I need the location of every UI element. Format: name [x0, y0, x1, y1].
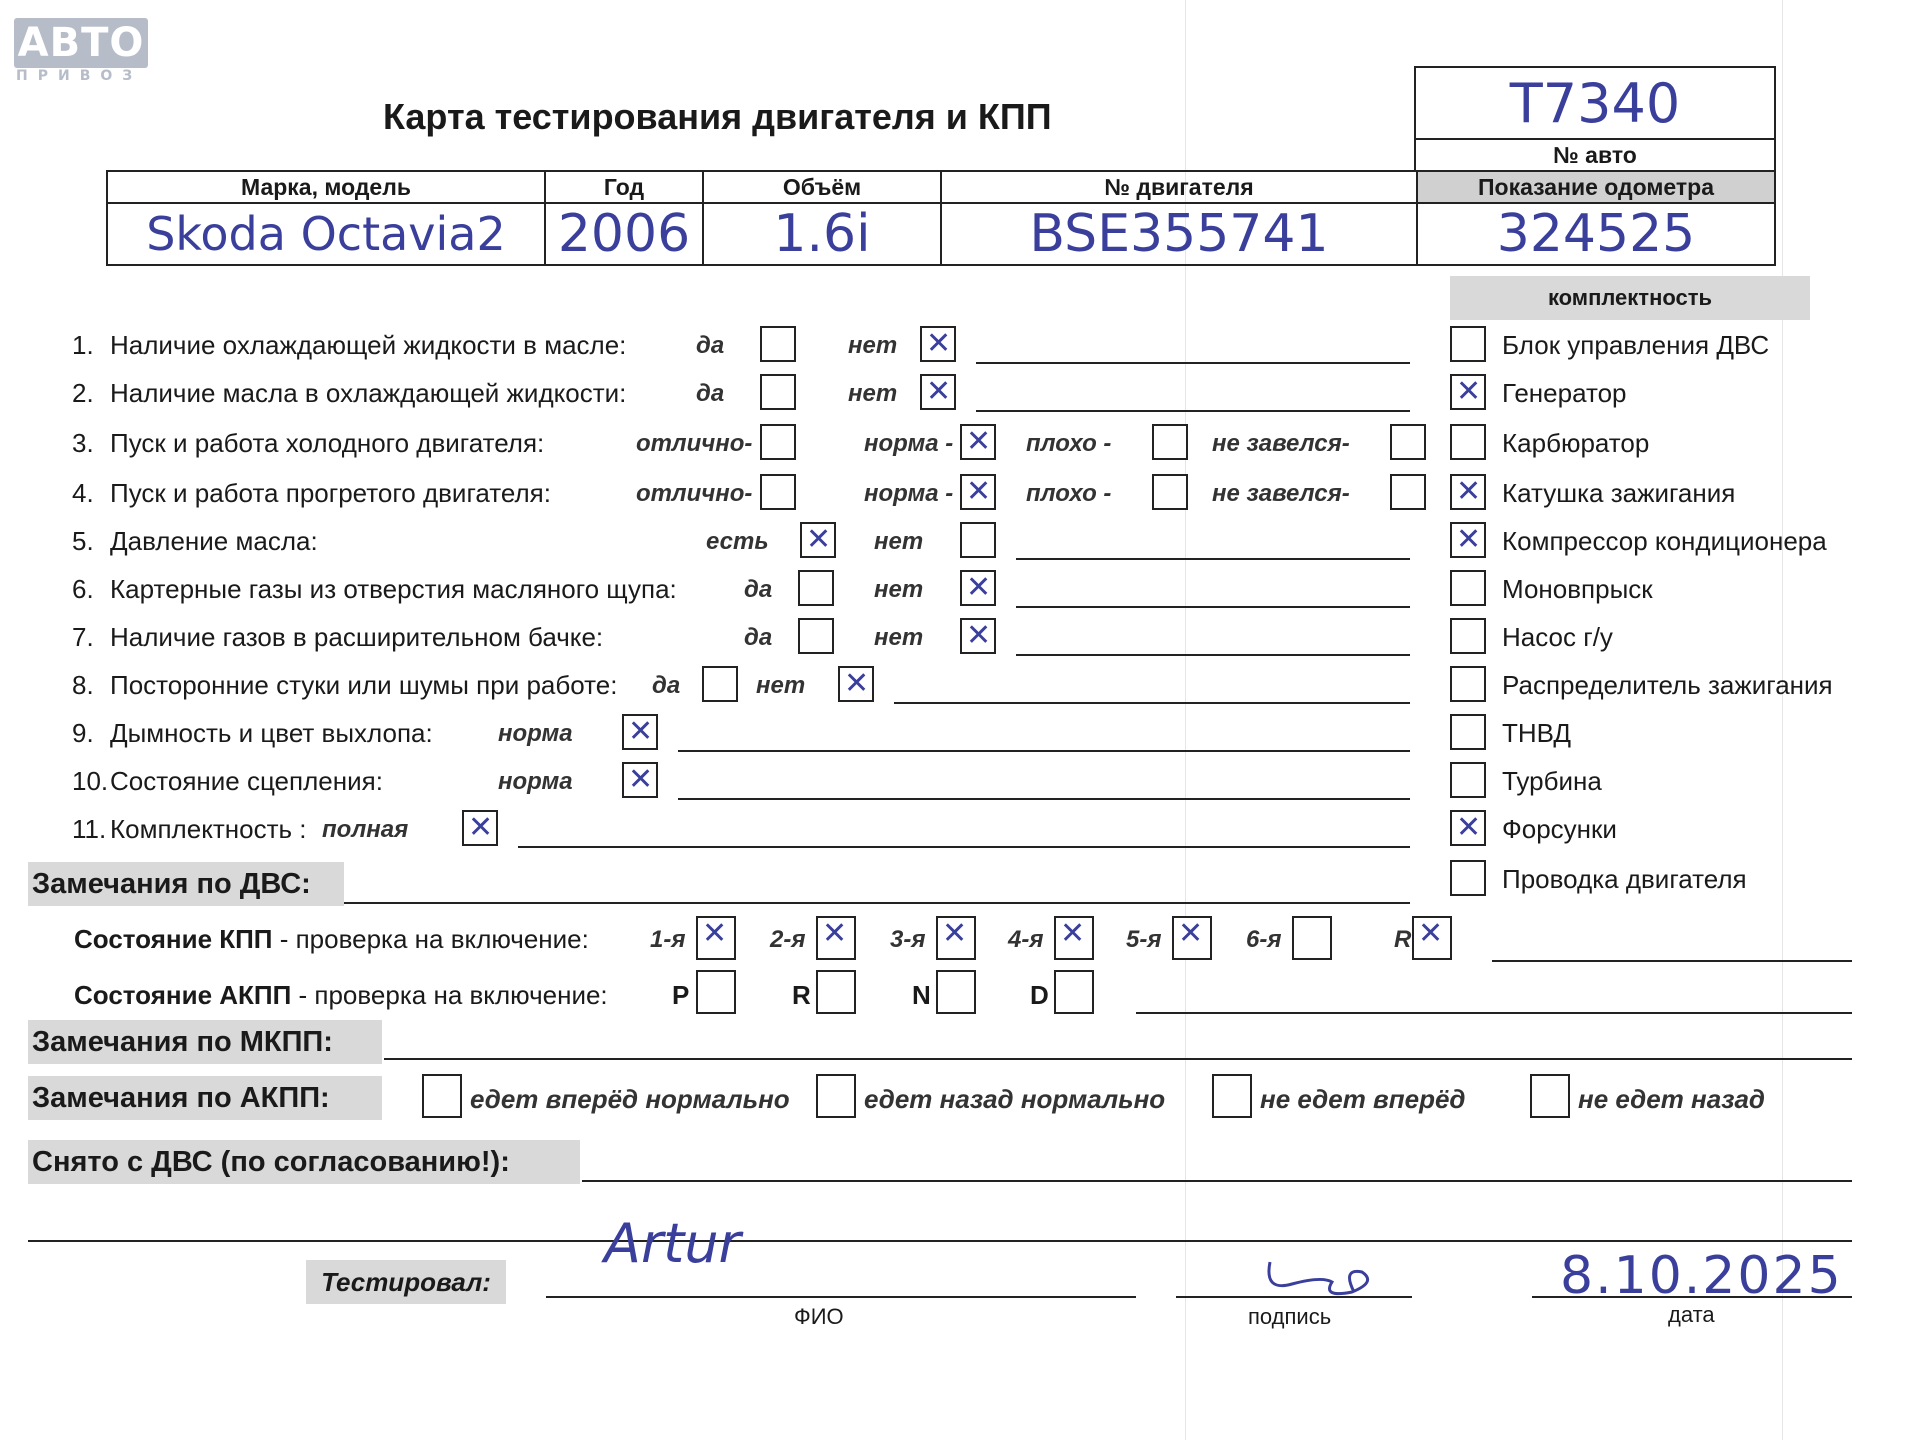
test-option-label: плохо - — [1026, 480, 1112, 507]
komplekt-item-label: Генератор — [1502, 378, 1627, 408]
kpp-gear-label: 3-я — [890, 926, 926, 953]
akpp-gear-checkbox[interactable] — [696, 970, 736, 1014]
akpp-label: Состояние АКПП - проверка на включение: — [74, 980, 608, 1010]
test-checkbox[interactable] — [1390, 424, 1426, 460]
test-answer-line — [1016, 606, 1410, 608]
akpp-gear-label: P — [672, 980, 690, 1010]
test-option-label: нет — [874, 528, 924, 555]
test-option-label: норма — [498, 768, 573, 795]
komplekt-item-label: Турбина — [1502, 766, 1602, 796]
komplekt-checkbox[interactable] — [1450, 424, 1486, 460]
remarks-engine-label: Замечания по ДВС: — [28, 862, 344, 906]
kpp-gear-label: R — [1394, 926, 1412, 953]
test-option-label: да — [744, 624, 773, 651]
test-checkbox[interactable] — [960, 618, 996, 654]
komplekt-checkbox[interactable] — [1450, 570, 1486, 606]
komplekt-item-label: ТНВД — [1502, 718, 1572, 748]
test-option-label: полная — [322, 816, 409, 843]
test-checkbox[interactable] — [760, 424, 796, 460]
test-answer-line — [518, 846, 1410, 848]
akpp-remark-label: не едет вперёд — [1260, 1084, 1466, 1114]
test-checkbox[interactable] — [960, 570, 996, 606]
test-checkbox[interactable] — [702, 666, 738, 702]
odometer-header: Показание одометра — [1417, 171, 1775, 203]
kpp-gear-checkbox[interactable] — [1292, 916, 1332, 960]
odometer-value: 324525 — [1417, 203, 1775, 265]
akpp-gear-label: D — [1030, 980, 1049, 1010]
test-answer-line — [678, 750, 1410, 752]
test-number: 2. — [72, 378, 94, 408]
test-number: 1. — [72, 330, 94, 360]
signature-line — [1176, 1296, 1412, 1298]
kpp-gear-label: 1-я — [650, 926, 686, 953]
kpp-label: Состояние КПП - проверка на включение: — [74, 924, 589, 954]
komplekt-checkbox[interactable] — [1450, 522, 1486, 558]
test-checkbox[interactable] — [760, 326, 796, 362]
test-label: Состояние сцепления: — [110, 766, 383, 796]
test-answer-line — [976, 362, 1410, 364]
removed-line — [582, 1180, 1852, 1182]
engine-number-value: BSE355741 — [941, 203, 1417, 265]
akpp-gear-checkbox[interactable] — [816, 970, 856, 1014]
akpp-remark-checkbox[interactable] — [422, 1074, 462, 1118]
removed-line-2 — [28, 1240, 1852, 1242]
test-label: Наличие газов в расширительном бачке: — [110, 622, 604, 652]
kpp-gear-label: 5-я — [1126, 926, 1162, 953]
test-option-label: да — [696, 380, 725, 407]
akpp-gear-label: R — [792, 980, 811, 1010]
test-label: Наличие охлаждающей жидкости в масле: — [110, 330, 627, 360]
car-number-box — [1414, 66, 1776, 172]
test-checkbox[interactable] — [920, 374, 956, 410]
date-caption: дата — [1668, 1302, 1715, 1327]
test-label: Комплектность : — [110, 814, 307, 844]
test-number: 8. — [72, 670, 94, 700]
test-checkbox[interactable] — [798, 618, 834, 654]
test-option-label: есть — [706, 528, 769, 555]
test-checkbox[interactable] — [462, 810, 498, 846]
komplekt-checkbox[interactable] — [1450, 618, 1486, 654]
akpp-gear-checkbox[interactable] — [936, 970, 976, 1014]
test-option-label: да — [652, 672, 681, 699]
komplekt-checkbox[interactable] — [1450, 474, 1486, 510]
test-label: Картерные газы из отверстия масляного щупа: — [110, 574, 677, 604]
test-number: 5. — [72, 526, 94, 556]
kpp-gear-checkbox[interactable] — [1172, 916, 1212, 960]
remarks-mkpp-line — [384, 1058, 1852, 1060]
akpp-remark-label: едет назад нормально — [864, 1084, 1166, 1114]
test-option-label: плохо - — [1026, 430, 1112, 457]
test-number: 10. — [72, 766, 109, 796]
engine-number-header: № двигателя — [941, 171, 1417, 203]
kpp-gear-label: 2-я — [770, 926, 806, 953]
kpp-gear-checkbox[interactable] — [1054, 916, 1094, 960]
test-option-label: да — [744, 576, 773, 603]
test-option-label: не завелся- — [1212, 430, 1350, 457]
avto-privoz-logo: АВТО — [14, 18, 148, 68]
test-label: Посторонние стуки или шумы при работе: — [110, 670, 618, 700]
komplekt-title: комплектность — [1450, 276, 1810, 320]
volume-value: 1.6i — [703, 203, 941, 265]
test-number: 4. — [72, 478, 94, 508]
test-number: 3. — [72, 428, 94, 458]
komplekt-checkbox[interactable] — [1450, 666, 1486, 702]
test-label: Пуск и работа прогретого двигателя: — [110, 478, 551, 508]
komplekt-checkbox[interactable] — [1450, 374, 1486, 410]
komplekt-item-label: Катушка зажигания — [1502, 478, 1736, 508]
komplekt-checkbox[interactable] — [1450, 762, 1486, 798]
akpp-remark-checkbox[interactable] — [1530, 1074, 1570, 1118]
test-option-label: нет — [848, 332, 898, 359]
kpp-gear-checkbox[interactable] — [816, 916, 856, 960]
remarks-akpp-label: Замечания по АКПП: — [28, 1076, 382, 1120]
test-number: 7. — [72, 622, 94, 652]
test-label: Дымность и цвет выхлопа: — [110, 718, 433, 748]
make-model-value: Skoda Octavia2 — [107, 203, 545, 265]
test-option-label: нет — [874, 576, 924, 603]
test-checkbox[interactable] — [838, 666, 874, 702]
komplekt-checkbox[interactable] — [1450, 810, 1486, 846]
test-checkbox[interactable] — [760, 374, 796, 410]
test-checkbox[interactable] — [760, 474, 796, 510]
test-checkbox[interactable] — [960, 474, 996, 510]
test-answer-line — [1016, 654, 1410, 656]
year-value: 2006 — [545, 203, 703, 265]
kpp-gear-label: 6-я — [1246, 926, 1282, 953]
test-option-label: норма - — [864, 430, 954, 457]
test-answer-line — [976, 410, 1410, 412]
akpp-remark-checkbox[interactable] — [1212, 1074, 1252, 1118]
test-label: Наличие масла в охлаждающей жидкости: — [110, 378, 627, 408]
test-checkbox[interactable] — [1152, 474, 1188, 510]
komplekt-checkbox[interactable] — [1450, 326, 1486, 362]
test-option-label: нет — [874, 624, 924, 651]
removed-label: Снято с ДВС (по согласованию!): — [28, 1140, 580, 1184]
signature — [1262, 1252, 1412, 1302]
date-line — [1532, 1296, 1852, 1298]
test-checkbox[interactable] — [960, 424, 996, 460]
komplekt-item-label: Насос г/у — [1502, 622, 1613, 652]
car-number-value: Т7340 — [1415, 67, 1775, 139]
date-value: 8.10.2025 — [1560, 1246, 1843, 1306]
kpp-gear-checkbox[interactable] — [696, 916, 736, 960]
year-header: Год — [545, 171, 703, 203]
test-checkbox[interactable] — [960, 522, 996, 558]
test-number: 11. — [72, 814, 107, 844]
komplekt-item-label: Распределитель зажигания — [1502, 670, 1833, 700]
akpp-gear-checkbox[interactable] — [1054, 970, 1094, 1014]
test-option-label: нет — [848, 380, 898, 407]
komplekt-item-label: Проводка двигателя — [1502, 864, 1747, 894]
kpp-gear-checkbox[interactable] — [936, 916, 976, 960]
test-number: 6. — [72, 574, 94, 604]
test-option-label: отлично- — [636, 430, 753, 457]
test-number: 9. — [72, 718, 94, 748]
akpp-line — [1136, 1012, 1852, 1014]
akpp-remark-checkbox[interactable] — [816, 1074, 856, 1118]
make-model-header: Марка, модель — [107, 171, 545, 203]
komplekt-item-label: Карбюратор — [1502, 428, 1650, 458]
test-option-label: отлично- — [636, 480, 753, 507]
test-label: Пуск и работа холодного двигателя: — [110, 428, 545, 458]
komplekt-item-label: Форсунки — [1502, 814, 1617, 844]
remarks-mkpp-label: Замечания по МКПП: — [28, 1020, 382, 1064]
test-option-label: не завелся- — [1212, 480, 1350, 507]
test-answer-line — [894, 702, 1410, 704]
test-option-label: да — [696, 332, 725, 359]
test-answer-line — [1016, 558, 1410, 560]
test-checkbox[interactable] — [1390, 474, 1426, 510]
akpp-remark-label: не едет назад — [1578, 1084, 1766, 1114]
signature-caption: подпись — [1248, 1304, 1332, 1329]
akpp-remark-label: едет вперёд нормально — [470, 1084, 790, 1114]
komplekt-checkbox[interactable] — [1450, 860, 1486, 896]
test-checkbox[interactable] — [1152, 424, 1188, 460]
name-line — [546, 1296, 1136, 1298]
tested-by-label: Тестировал: — [306, 1260, 506, 1304]
test-option-label: норма - — [864, 480, 954, 507]
komplekt-item-label: Моновпрыск — [1502, 574, 1653, 604]
test-checkbox[interactable] — [800, 522, 836, 558]
kpp-gear-checkbox[interactable] — [1412, 916, 1452, 960]
kpp-line — [1492, 960, 1852, 962]
car-number-label: № авто — [1415, 139, 1775, 171]
test-label: Давление масла: — [110, 526, 318, 556]
komplekt-item-label: Блок управления ДВС — [1502, 330, 1770, 360]
volume-header: Объём — [703, 171, 941, 203]
vehicle-header-table — [106, 170, 1776, 266]
test-checkbox[interactable] — [622, 762, 658, 798]
test-answer-line — [678, 798, 1410, 800]
kpp-gear-label: 4-я — [1008, 926, 1044, 953]
page-title: Карта тестирования двигателя и КПП — [383, 96, 1052, 137]
test-option-label: норма — [498, 720, 573, 747]
tester-name-value: Artur — [604, 1212, 741, 1275]
komplekt-checkbox[interactable] — [1450, 714, 1486, 750]
akpp-gear-label: N — [912, 980, 931, 1010]
komplekt-item-label: Компрессор кондиционера — [1502, 526, 1827, 556]
name-caption: ФИО — [794, 1304, 844, 1329]
remarks-engine-line — [344, 902, 1410, 904]
test-checkbox[interactable] — [920, 326, 956, 362]
test-option-label: нет — [756, 672, 806, 699]
test-checkbox[interactable] — [622, 714, 658, 750]
logo-subtitle: ПРИВОЗ — [16, 68, 143, 84]
test-checkbox[interactable] — [798, 570, 834, 606]
